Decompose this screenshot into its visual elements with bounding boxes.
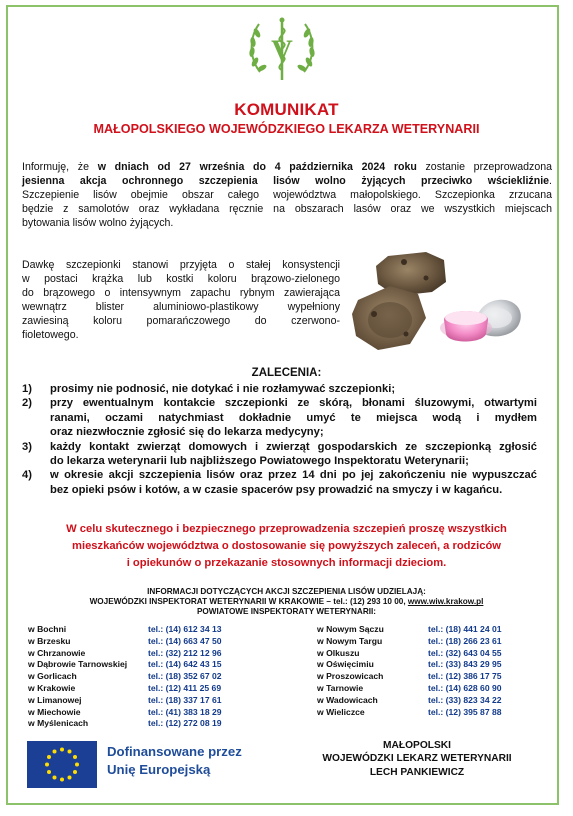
item-line: przy ewentualnym kontakcie szczepionki ze skórą, błonami śluzowymi, otwartymi bbox=[50, 397, 537, 410]
office-name: w Limanowej bbox=[28, 694, 82, 705]
office-row bbox=[28, 648, 222, 660]
office-row bbox=[28, 659, 222, 671]
office-row bbox=[317, 624, 502, 636]
item-line: każdy kontakt zwierząt domowych i zwierząt gospodarskich ze szczepionką zgłosić bbox=[50, 440, 537, 453]
office-phone: tel.: (14) 628 60 90 bbox=[428, 682, 502, 693]
intro-line: Szczepienie lisów obejmie obszar całego województwa małopolskiego. Szczepionka zrzucana bbox=[22, 189, 552, 202]
eu-flag-icon bbox=[27, 741, 97, 788]
office-name: w Bochni bbox=[28, 624, 67, 634]
intro-paragraph bbox=[22, 160, 552, 230]
description-line: zawiesiną koloru pomarańczowego do czerwono- bbox=[22, 315, 340, 328]
item-line: oraz niezwłocznie zgłosić się do lekarza medycyny; bbox=[50, 426, 324, 439]
appeal-line: mieszkańców województwa o dostosowanie się powyższych zaleceń, a rodziców bbox=[72, 540, 501, 553]
office-name: w Oświęcimiu bbox=[317, 659, 374, 670]
vaccine-bait-photo bbox=[348, 248, 530, 358]
district-inspectorates-heading: POWIATOWE INSPEKTORATY WETERYNARII: bbox=[196, 607, 377, 617]
office-name: w Proszowicach bbox=[317, 671, 384, 682]
item-line: ranami, oczami natychmiast dokładnie umyć te miejsca wodą i mydłem bbox=[50, 411, 537, 424]
office-phone: tel.: (18) 266 23 61 bbox=[428, 635, 502, 646]
office-phone: tel.: (12) 272 08 19 bbox=[148, 718, 222, 729]
intro-line: Informuję, że w dniach od 27 września do 4 października 2024 roku zostanie przeprowadzona bbox=[22, 161, 552, 173]
office-row bbox=[317, 636, 502, 648]
item-number: 2) bbox=[22, 397, 32, 410]
office-row bbox=[28, 624, 222, 636]
office-phone: tel.: (12) 411 25 69 bbox=[148, 682, 222, 693]
website-link[interactable]: www.wiw.krakow.pl bbox=[407, 597, 484, 607]
offices-left-column bbox=[28, 624, 222, 730]
offices-right-column bbox=[317, 624, 502, 718]
eu-line: Unię Europejską bbox=[107, 762, 211, 777]
office-name: w Wieliczce bbox=[317, 706, 365, 717]
office-phone: tel.: (12) 395 87 88 bbox=[428, 706, 502, 717]
recommendation-item bbox=[22, 382, 537, 396]
description-line: Dawkę szczepionki stanowi przyjęta o stałej konsystencji bbox=[22, 259, 340, 271]
office-row bbox=[317, 659, 502, 671]
office-row bbox=[28, 683, 222, 695]
office-row bbox=[317, 707, 502, 719]
signature-line: MAŁOPOLSKI bbox=[383, 740, 451, 751]
item-line: do lekarza weterynarii lub najbliższego Powiatowego Inspektoratu Weterynarii; bbox=[50, 455, 469, 468]
item-line: prosimy nie podnosić, nie dotykać i nie rozłamywać szczepionki; bbox=[50, 383, 396, 395]
veterinary-logo bbox=[243, 10, 321, 88]
office-phone: tel.: (14) 663 47 50 bbox=[148, 635, 222, 646]
svg-text:V: V bbox=[271, 34, 293, 67]
page-subtitle: MAŁOPOLSKIEGO WOJEWÓDZKIEGO LEKARZA WETERYNARII bbox=[93, 122, 480, 136]
info-heading: INFORMACJI DOTYCZĄCYCH AKCJI SZCZEPIENIA LISÓW UDZIELAJĄ: bbox=[147, 587, 426, 596]
recommendation-item bbox=[22, 396, 537, 439]
office-phone: tel.: (33) 843 29 95 bbox=[428, 659, 502, 670]
office-phone: tel.: (33) 823 34 22 bbox=[428, 694, 502, 705]
office-name: w Nowym Targu bbox=[317, 635, 383, 646]
office-row bbox=[317, 683, 502, 695]
description-line: do brązowego o intensywnym zapachu rybnym zawierająca bbox=[22, 287, 340, 300]
office-row bbox=[28, 695, 222, 707]
office-phone: tel.: (18) 337 17 61 bbox=[148, 694, 222, 705]
intro-line: będzie z samolotów oraz wykładana ręcznie na obszarach lasów oraz we wszystkich miejscach bbox=[22, 203, 552, 216]
eu-line: Dofinansowane przez bbox=[107, 744, 242, 759]
appeal-text bbox=[20, 521, 553, 573]
office-name: w Nowym Sączu bbox=[317, 624, 384, 634]
office-row bbox=[28, 671, 222, 683]
signature-block bbox=[302, 739, 532, 779]
office-phone: tel.: (32) 212 12 96 bbox=[148, 647, 222, 658]
office-name: w Chrzanowie bbox=[28, 647, 86, 658]
recommendations-heading: ZALECENIA: bbox=[251, 367, 322, 379]
item-line: bez opieki psów i kotów, a w czasie spacerów psy prowadzić na smyczy i w kagańcu. bbox=[50, 483, 503, 496]
office-phone: tel.: (32) 643 04 55 bbox=[428, 647, 502, 658]
office-phone: tel.: (12) 386 17 75 bbox=[428, 671, 502, 682]
office-name: w Wadowicach bbox=[317, 694, 378, 705]
office-phone: tel.: (14) 612 34 13 bbox=[148, 624, 222, 634]
item-number: 4) bbox=[22, 469, 32, 482]
office-row bbox=[28, 718, 222, 730]
appeal-line: W celu skutecznego i bezpiecznego przeprowadzenia szczepień proszę wszystkich bbox=[66, 523, 507, 535]
description-line: w postaci krążka lub kostki koloru brązowo-zielonego bbox=[22, 273, 340, 286]
recommendations-list bbox=[22, 382, 537, 497]
office-name: w Tarnowie bbox=[317, 682, 364, 693]
recommendation-item bbox=[22, 468, 537, 497]
signature-line: WOJEWÓDZKI LEKARZ WETERYNARII bbox=[322, 753, 512, 765]
contact-info bbox=[0, 587, 573, 618]
item-line: w okresie akcji szczepienia lisów oraz przez 14 dni po jej zakończeniu nie wypuszczać bbox=[50, 469, 537, 482]
office-name: w Myślenicach bbox=[28, 718, 89, 729]
office-row bbox=[28, 636, 222, 648]
office-phone: tel.: (18) 352 67 02 bbox=[148, 671, 222, 682]
voivodeship-inspectorate: WOJEWÓDZKI INSPEKTORAT WETERYNARII W KRAKOWIE – tel.: (12) 293 10 00, www.wiw.krakow.pl bbox=[89, 597, 484, 607]
page-title: KOMUNIKAT bbox=[234, 100, 339, 119]
office-name: w Olkuszu bbox=[317, 647, 360, 658]
signature-line: LECH PANKIEWICZ bbox=[369, 766, 465, 778]
office-phone: tel.: (41) 383 18 29 bbox=[148, 706, 222, 717]
office-name: w Krakowie bbox=[28, 682, 76, 693]
intro-line: bytowania lisów wolno żyjących. bbox=[22, 217, 174, 230]
description-line: wewnątrz blister aluminiowo-plastikowy wypełniony bbox=[22, 301, 340, 314]
office-phone: tel.: (18) 441 24 01 bbox=[428, 624, 502, 634]
office-name: w Miechowie bbox=[28, 706, 81, 717]
item-number: 1) bbox=[22, 383, 32, 395]
office-row bbox=[317, 695, 502, 707]
appeal-line: i opiekunów o przekazanie stosownych informacji dzieciom. bbox=[126, 557, 447, 570]
item-number: 3) bbox=[22, 440, 32, 453]
office-name: w Gorlicach bbox=[28, 671, 77, 682]
office-phone: tel.: (14) 642 43 15 bbox=[148, 659, 222, 670]
office-name: w Brzesku bbox=[28, 635, 71, 646]
intro-line: jesienna akcja ochronnego szczepienia lisów wolno żyjących przeciwko wściekliźnie. bbox=[22, 175, 552, 188]
description-line: fioletowego. bbox=[22, 329, 79, 342]
office-row bbox=[317, 671, 502, 683]
recommendation-item bbox=[22, 440, 537, 469]
office-row bbox=[317, 648, 502, 660]
office-name: w Dąbrowie Tarnowskiej bbox=[28, 659, 128, 670]
office-row bbox=[28, 707, 222, 719]
vaccine-description bbox=[22, 258, 340, 343]
eu-funding-text bbox=[107, 743, 242, 779]
